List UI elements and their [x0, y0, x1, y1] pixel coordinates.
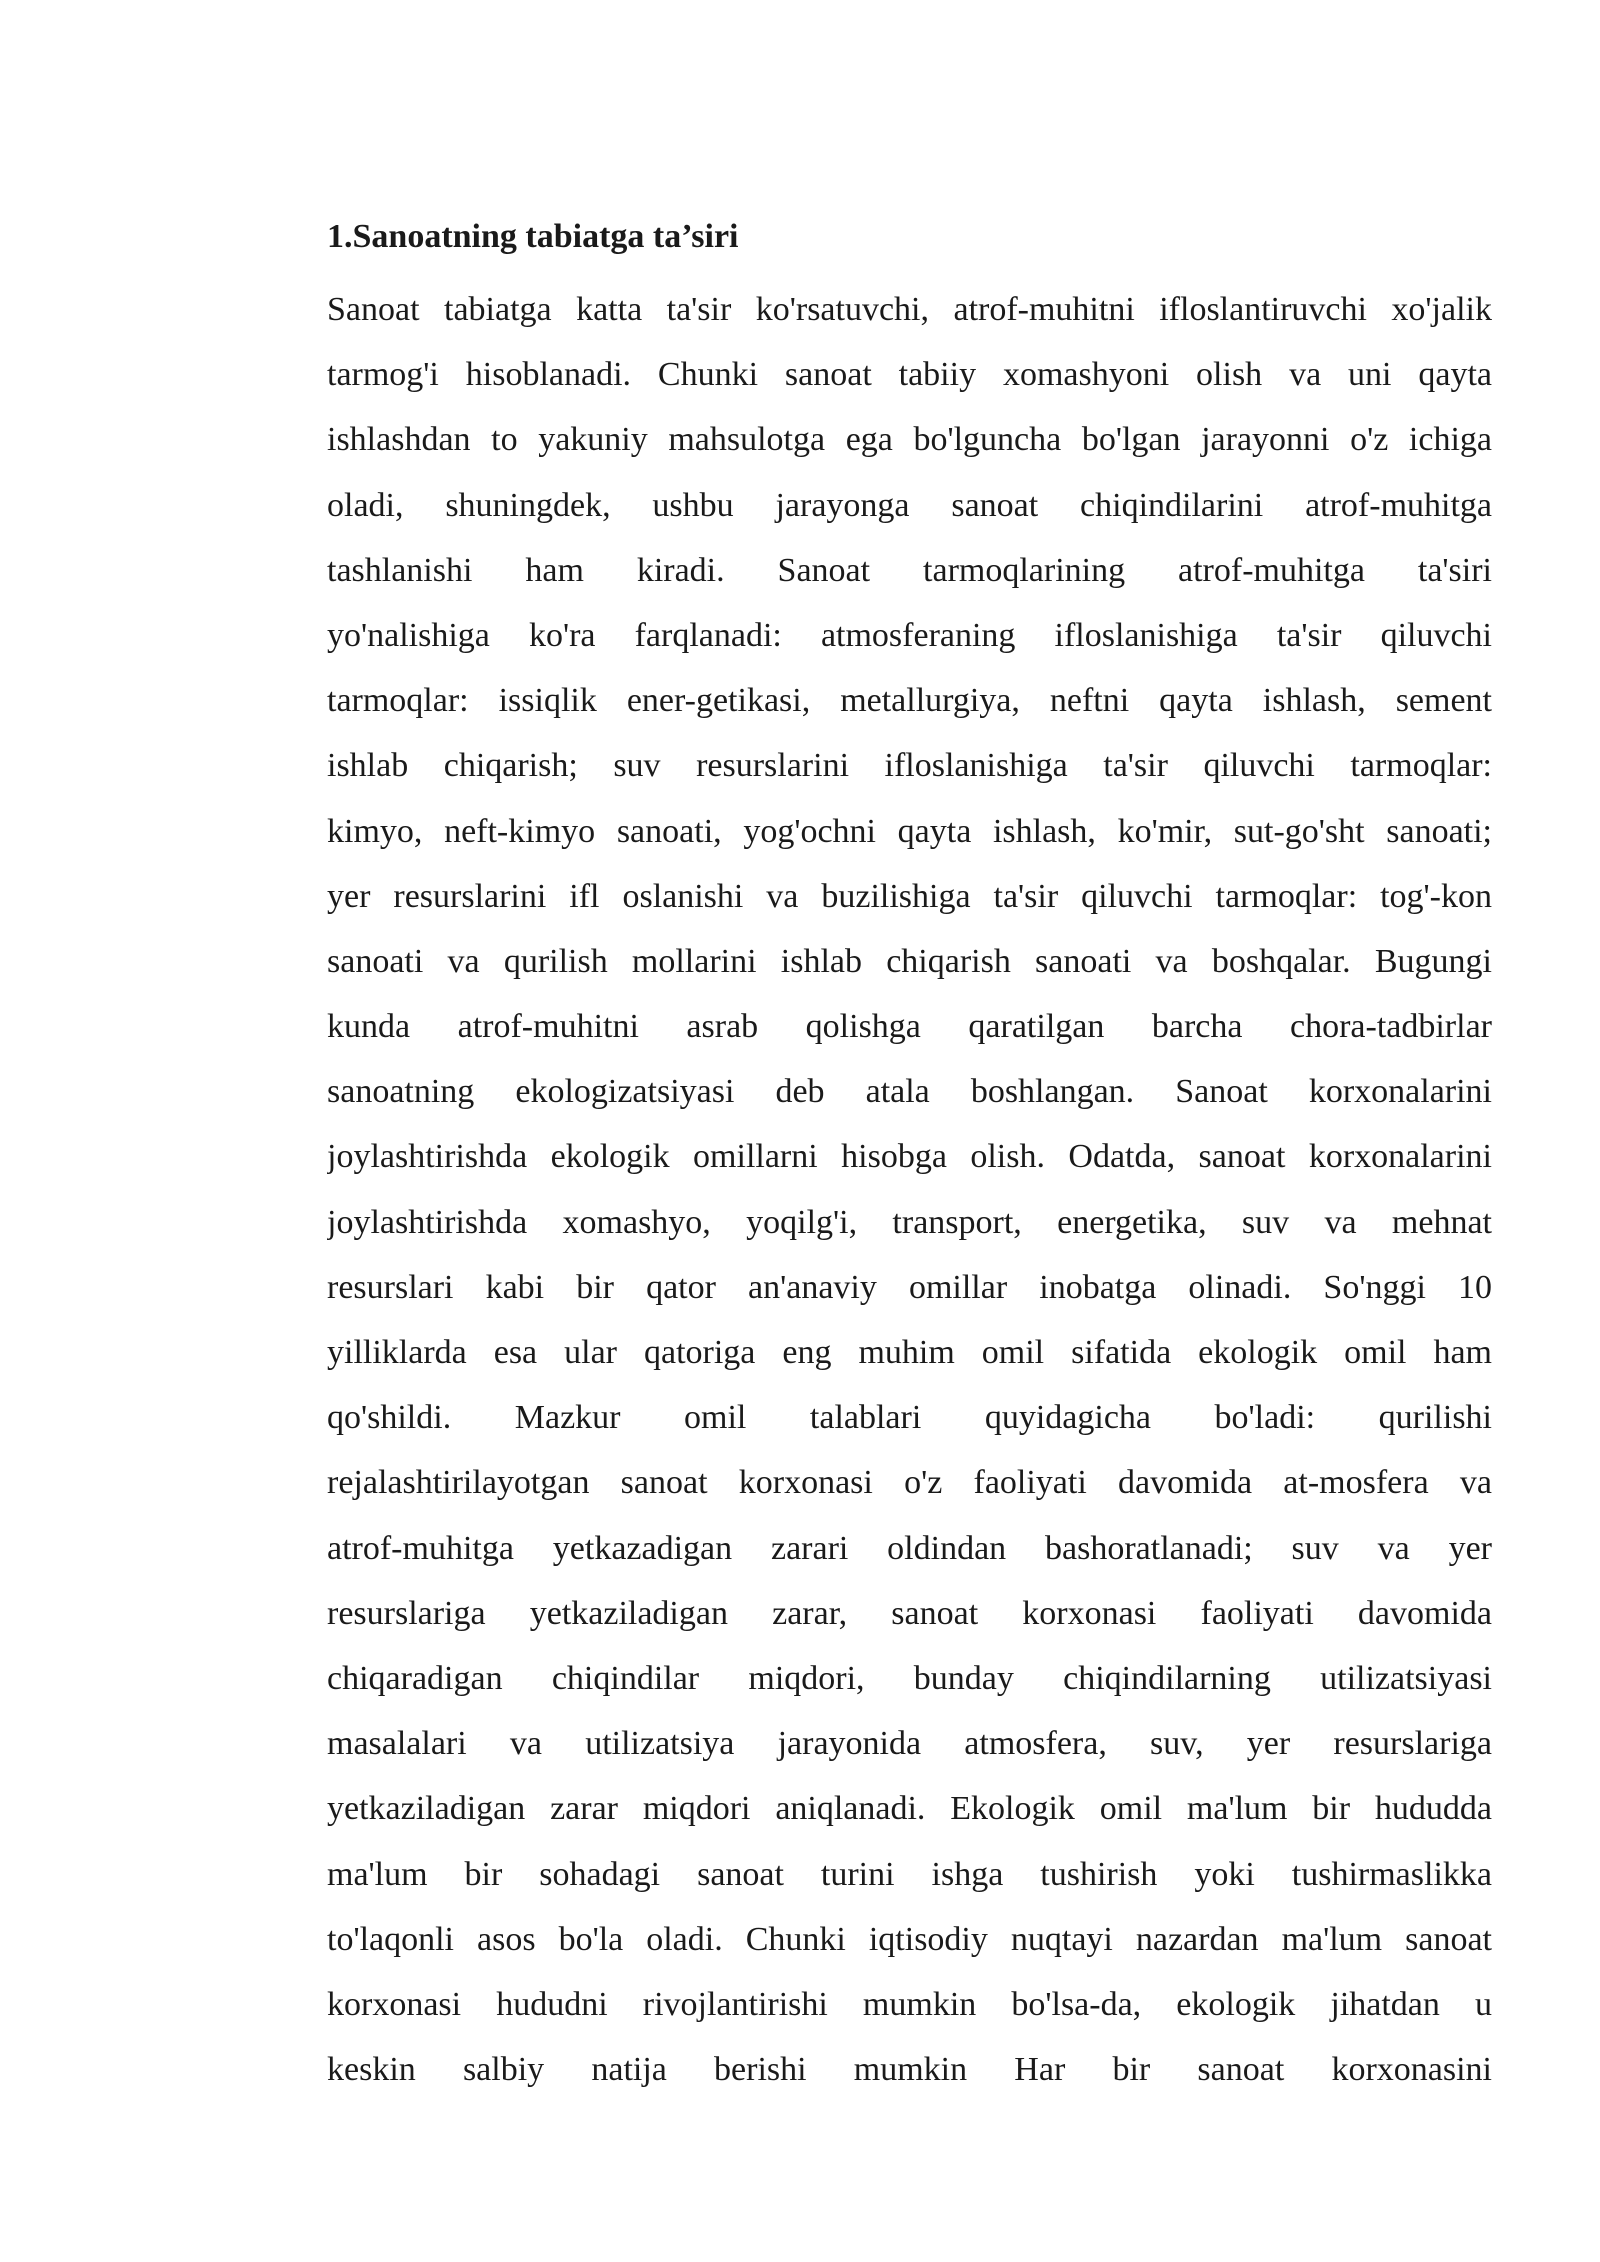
- paragraph-line: qo'shildi. Mazkur omil talablari quyidagicha bo'ladi: qurilishi: [327, 1399, 1492, 1437]
- paragraph-line: tarmog'i hisoblanadi. Chunki sanoat tabiiy xomashyoni olish va uni qayta: [327, 356, 1492, 394]
- paragraph-line: joylashtirishda xomashyo, yoqilg'i, transport, energetika, suv va mehnat: [327, 1203, 1492, 1241]
- paragraph-line: Sanoat tabiatga katta ta'sir ko'rsatuvchi, atrof-muhitni ifloslantiruvchi xo'jalik: [327, 291, 1492, 328]
- paragraph-line: ma'lum bir sohadagi sanoat turini ishga tushirish yoki tushirmaslikka: [327, 1855, 1492, 1893]
- body-paragraph: [327, 277, 1492, 2102]
- paragraph-line: sanoatning ekologizatsiyasi deb atala boshlangan. Sanoat korxonalarini: [327, 1073, 1492, 1111]
- paragraph-line: rejalashtirilayotgan sanoat korxonasi o'z faoliyati davomida at-mosfera va: [327, 1464, 1492, 1502]
- paragraph-line: yetkaziladigan zarar miqdori aniqlanadi. Ekologik omil ma'lum bir hududda: [327, 1790, 1492, 1828]
- paragraph-line: masalalari va utilizatsiya jarayonida atmosfera, suv, yer resurslariga: [327, 1725, 1492, 1763]
- paragraph-line: oladi, shuningdek, ushbu jarayonga sanoat chiqindilarini atrof-muhitga: [327, 486, 1492, 524]
- paragraph-line: tarmoqlar: issiqlik ener-getikasi, metallurgiya, neftni qayta ishlash, sement: [327, 682, 1492, 720]
- paragraph-line: resurslariga yetkaziladigan zarar, sanoat korxonasi faoliyati davomida: [327, 1594, 1492, 1632]
- paragraph-line: yo'nalishiga ko'ra farqlanadi: atmosferaning ifloslanishiga ta'sir qiluvchi: [327, 616, 1492, 654]
- paragraph-line: kunda atrof-muhitni asrab qolishga qaratilgan barcha chora-tadbirlar: [327, 1008, 1492, 1046]
- paragraph-line: ishlashdan to yakuniy mahsulotga ega bo'lguncha bo'lgan jarayonni o'z ichiga: [327, 421, 1492, 459]
- paragraph-line: tashlanishi ham kiradi. Sanoat tarmoqlarining atrof-muhitga ta'siri: [327, 551, 1492, 589]
- paragraph-line: yilliklarda esa ular qatoriga eng muhim omil sifatida ekologik omil ham: [327, 1334, 1492, 1371]
- paragraph-line: ishlab chiqarish; suv resurslarini ifloslanishiga ta'sir qiluvchi tarmoqlar:: [327, 747, 1492, 785]
- paragraph-line: chiqaradigan chiqindilar miqdori, bunday chiqindilarning utilizatsiyasi: [327, 1659, 1492, 1697]
- paragraph-line: kimyo, neft-kimyo sanoati, yog'ochni qayta ishlash, ko'mir, sut-go'sht sanoati;: [327, 812, 1492, 850]
- paragraph-line: atrof-muhitga yetkazadigan zarari oldindan bashoratlanadi; suv va yer: [327, 1529, 1492, 1567]
- paragraph-line: korxonasi hududni rivojlantirishi mumkin bo'lsa-da, ekologik jihatdan u: [327, 1985, 1492, 2023]
- paragraph-line: sanoati va qurilish mollarini ishlab chiqarish sanoati va boshqalar. Bugungi: [327, 942, 1492, 980]
- paragraph-line: yer resurslarini ifl oslanishi va buzilishiga ta'sir qiluvchi tarmoqlar: tog'-kon: [327, 877, 1492, 915]
- paragraph-line: to'laqonli asos bo'la oladi. Chunki iqtisodiy nuqtayi nazardan ma'lum sanoat: [327, 1920, 1492, 1958]
- paragraph-line: keskin salbiy natija berishi mumkin Har bir sanoat korxonasini: [327, 2051, 1492, 2089]
- section-heading: 1.Sanoatning tabiatga ta’siri: [327, 218, 739, 255]
- paragraph-line: resurslari kabi bir qator an'anaviy omillar inobatga olinadi. So'nggi 10: [327, 1268, 1492, 1306]
- document-content: [327, 212, 1492, 2102]
- paragraph-line: joylashtirishda ekologik omillarni hisobga olish. Odatda, sanoat korxonalarini: [327, 1138, 1492, 1176]
